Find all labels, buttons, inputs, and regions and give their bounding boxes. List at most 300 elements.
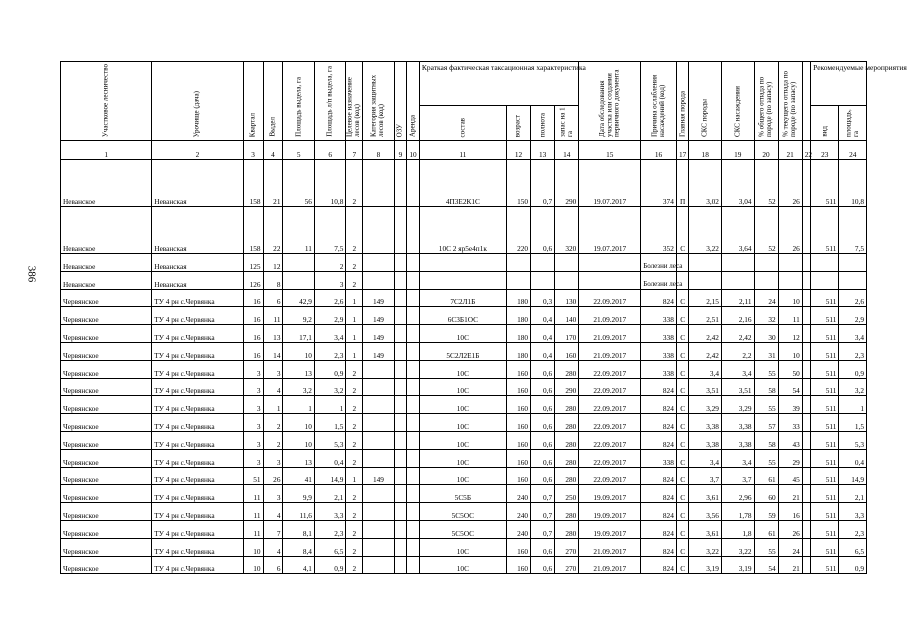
header-measure-area: площадь, га xyxy=(839,106,867,141)
table-cell: 240 xyxy=(506,485,530,503)
table-cell: 24 xyxy=(778,538,802,556)
table-cell: 41 xyxy=(283,467,314,485)
table-cell: 3,38 xyxy=(721,414,754,432)
column-number: 13 xyxy=(531,141,555,160)
table-cell: Червянское xyxy=(61,556,152,574)
table-cell xyxy=(363,538,394,556)
table-cell: 8 xyxy=(263,271,283,289)
table-cell xyxy=(407,485,420,503)
table-cell xyxy=(407,414,420,432)
table-cell xyxy=(721,271,754,289)
table-cell: 824 xyxy=(641,503,677,521)
table-cell: С xyxy=(676,307,689,325)
table-cell: С xyxy=(676,503,689,521)
table-cell: 3,3 xyxy=(839,503,867,521)
table-cell: 58 xyxy=(754,431,778,449)
table-cell: 3,2 xyxy=(314,378,345,396)
table-cell xyxy=(394,485,407,503)
table-cell: 14,9 xyxy=(839,467,867,485)
table-row xyxy=(61,271,867,289)
table-cell xyxy=(394,160,407,207)
column-number: 15 xyxy=(579,141,641,160)
table-cell: 0,6 xyxy=(531,431,555,449)
table-cell: 511 xyxy=(811,160,839,207)
table-cell: С xyxy=(676,207,689,254)
table-row xyxy=(61,467,867,485)
table-cell xyxy=(363,160,394,207)
table-cell: 180 xyxy=(506,325,530,343)
table-cell: 45 xyxy=(778,467,802,485)
column-number: 2 xyxy=(152,141,243,160)
table-cell: Червянское xyxy=(61,467,152,485)
header-protective-category: Категория защитных лесов (код) xyxy=(363,62,394,141)
table-cell xyxy=(811,271,839,289)
table-cell: 57 xyxy=(754,414,778,432)
table-cell: 824 xyxy=(641,414,677,432)
table-cell: ТУ 4 рн с.Червянка xyxy=(152,396,243,414)
table-cell xyxy=(283,271,314,289)
table-cell xyxy=(407,271,420,289)
table-cell: 0,6 xyxy=(531,467,555,485)
table-cell: 2,3 xyxy=(839,520,867,538)
table-cell: 10 xyxy=(283,342,314,360)
table-cell: 10С xyxy=(419,414,506,432)
table-cell: 61 xyxy=(754,467,778,485)
table-cell xyxy=(689,254,722,272)
table-cell: 2,42 xyxy=(689,325,722,343)
table-cell xyxy=(802,520,810,538)
column-number: 9 xyxy=(394,141,407,160)
table-cell: Неванское xyxy=(61,207,152,254)
table-cell: 2,3 xyxy=(314,342,345,360)
table-cell: 511 xyxy=(811,307,839,325)
table-cell xyxy=(394,378,407,396)
table-cell: 43 xyxy=(778,431,802,449)
table-cell: 3,4 xyxy=(721,360,754,378)
header-purpose: Целевое назначение лесов (код) xyxy=(346,62,363,141)
table-cell: 2 xyxy=(346,431,363,449)
table-cell: 2 xyxy=(346,449,363,467)
header-area: Площадь выдела, га xyxy=(283,62,314,141)
column-number: 7 xyxy=(346,141,363,160)
table-cell: ТУ 4 рн с.Червянка xyxy=(152,289,243,307)
table-cell xyxy=(555,254,579,272)
table-cell: 2,9 xyxy=(839,307,867,325)
table-cell: 10С xyxy=(419,431,506,449)
table-row xyxy=(61,485,867,503)
table-cell: 374 xyxy=(641,160,677,207)
table-cell: ТУ 4 рн с.Червянка xyxy=(152,307,243,325)
table-cell: 2 xyxy=(346,360,363,378)
table-cell: 5С5ОС xyxy=(419,520,506,538)
table-cell: 2 xyxy=(346,485,363,503)
table-cell: 10С xyxy=(419,467,506,485)
table-cell: 30 xyxy=(754,325,778,343)
table-cell: 55 xyxy=(754,360,778,378)
table-cell: 511 xyxy=(811,342,839,360)
table-cell: 2,16 xyxy=(721,307,754,325)
table-cell xyxy=(419,271,506,289)
header-col22 xyxy=(802,62,810,141)
table-cell: 2,42 xyxy=(689,342,722,360)
table-cell xyxy=(407,342,420,360)
table-cell: 149 xyxy=(363,289,394,307)
table-cell: 22 xyxy=(263,207,283,254)
table-cell xyxy=(407,396,420,414)
table-cell xyxy=(778,271,802,289)
column-number: 18 xyxy=(689,141,722,160)
table-cell: 149 xyxy=(363,307,394,325)
table-cell: 10 xyxy=(283,414,314,432)
table-cell: С xyxy=(676,431,689,449)
table-cell: 2,3 xyxy=(314,520,345,538)
table-cell: С xyxy=(676,520,689,538)
table-cell xyxy=(407,207,420,254)
table-cell xyxy=(363,414,394,432)
table-cell: 21.09.2017 xyxy=(579,307,641,325)
table-cell: 10 xyxy=(778,289,802,307)
table-cell: 1,8 xyxy=(721,520,754,538)
table-cell: 51 xyxy=(243,467,263,485)
table-cell xyxy=(531,271,555,289)
table-cell xyxy=(839,271,867,289)
table-cell: Червянское xyxy=(61,538,152,556)
table-cell: 29 xyxy=(778,449,802,467)
table-cell: 22.09.2017 xyxy=(579,449,641,467)
column-number: 16 xyxy=(641,141,677,160)
table-cell xyxy=(407,360,420,378)
table-cell: 3,19 xyxy=(721,556,754,574)
table-cell: 10С xyxy=(419,360,506,378)
table-cell: 511 xyxy=(811,325,839,343)
table-cell: Червянское xyxy=(61,431,152,449)
table-cell xyxy=(394,414,407,432)
table-cell xyxy=(802,160,810,207)
table-cell xyxy=(394,396,407,414)
table-cell: 19.09.2017 xyxy=(579,485,641,503)
table-row xyxy=(61,431,867,449)
table-cell: Червянское xyxy=(61,449,152,467)
table-cell: 2 xyxy=(346,396,363,414)
table-row xyxy=(61,307,867,325)
table-cell: 824 xyxy=(641,520,677,538)
table-cell xyxy=(394,556,407,574)
table-cell xyxy=(363,360,394,378)
table-cell: 10С xyxy=(419,449,506,467)
table-cell: 3,19 xyxy=(689,556,722,574)
table-cell: 3,4 xyxy=(689,360,722,378)
table-cell: 26 xyxy=(778,160,802,207)
table-cell: 2 xyxy=(346,378,363,396)
table-cell: 22.09.2017 xyxy=(579,289,641,307)
table-cell: 8,1 xyxy=(283,520,314,538)
table-cell: 3,38 xyxy=(689,431,722,449)
table-cell: 158 xyxy=(243,160,263,207)
table-cell xyxy=(283,254,314,272)
table-cell: 824 xyxy=(641,396,677,414)
table-cell: Неванская xyxy=(152,271,243,289)
table-row xyxy=(61,503,867,521)
table-cell: 511 xyxy=(811,520,839,538)
header-lp-area: Площадь л/п выдела, га xyxy=(314,62,345,141)
table-cell xyxy=(394,431,407,449)
table-cell: 4П3Е2К1С xyxy=(419,160,506,207)
table-cell: 11 xyxy=(243,485,263,503)
table-cell: 10 xyxy=(283,431,314,449)
table-cell: 2,6 xyxy=(314,289,345,307)
table-cell xyxy=(802,378,810,396)
table-cell: 511 xyxy=(811,378,839,396)
table-cell: 10,8 xyxy=(839,160,867,207)
table-row xyxy=(61,414,867,432)
table-cell xyxy=(394,342,407,360)
table-cell xyxy=(363,207,394,254)
header-allotment: Выдел xyxy=(263,62,283,141)
table-cell: 280 xyxy=(555,520,579,538)
table-cell: 280 xyxy=(555,414,579,432)
table-cell: 14,9 xyxy=(314,467,345,485)
table-cell: ТУ 4 рн с.Червянка xyxy=(152,485,243,503)
table-cell xyxy=(721,254,754,272)
table-cell: 511 xyxy=(811,396,839,414)
table-cell xyxy=(754,271,778,289)
header-measure-type: вид xyxy=(811,106,839,141)
table-cell: 3 xyxy=(263,449,283,467)
table-cell: 55 xyxy=(754,538,778,556)
table-cell: 19.07.2017 xyxy=(579,207,641,254)
table-cell: 150 xyxy=(506,160,530,207)
table-cell xyxy=(407,467,420,485)
table-cell xyxy=(802,289,810,307)
table-cell: 52 xyxy=(754,160,778,207)
table-cell: С xyxy=(676,556,689,574)
table-cell xyxy=(802,538,810,556)
column-number: 17 xyxy=(676,141,689,160)
table-cell: 24 xyxy=(754,289,778,307)
header-row-top xyxy=(61,62,867,106)
table-row xyxy=(61,520,867,538)
table-cell xyxy=(802,414,810,432)
table-cell xyxy=(555,271,579,289)
table-cell: 280 xyxy=(555,467,579,485)
table-row xyxy=(61,289,867,307)
header-recommended-group: Рекомендуемые мероприятия xyxy=(811,62,867,106)
table-cell: 11 xyxy=(283,207,314,254)
table-cell: 3 xyxy=(243,449,263,467)
table-cell: 26 xyxy=(263,467,283,485)
table-cell: С xyxy=(676,360,689,378)
header-density: полнота xyxy=(531,106,555,141)
table-cell: 0,9 xyxy=(314,360,345,378)
table-cell: 290 xyxy=(555,378,579,396)
table-row xyxy=(61,342,867,360)
table-cell xyxy=(506,271,530,289)
table-cell: 1 xyxy=(346,467,363,485)
table-cell: 1,5 xyxy=(839,414,867,432)
table-cell: 5С5ОС xyxy=(419,503,506,521)
table-cell: 6 xyxy=(263,556,283,574)
column-number: 5 xyxy=(283,141,314,160)
table-cell: 3 xyxy=(243,360,263,378)
table-cell xyxy=(802,342,810,360)
table-cell: 2,51 xyxy=(689,307,722,325)
table-cell xyxy=(363,449,394,467)
table-cell: 61 xyxy=(754,520,778,538)
table-cell: 2,3 xyxy=(839,342,867,360)
table-cell xyxy=(363,520,394,538)
table-cell: 22.09.2017 xyxy=(579,414,641,432)
table-cell: 270 xyxy=(555,538,579,556)
table-cell: 22.09.2017 xyxy=(579,431,641,449)
table-cell: 2,2 xyxy=(721,342,754,360)
table-cell: 3,22 xyxy=(721,538,754,556)
table-cell: 2,42 xyxy=(721,325,754,343)
table-cell: 1 xyxy=(346,325,363,343)
header-forestry: Участковое лесничество xyxy=(61,62,152,141)
forest-health-table xyxy=(60,61,907,574)
table-cell xyxy=(839,254,867,272)
table-cell: 4 xyxy=(263,503,283,521)
header-main-species: Главная порода xyxy=(676,62,689,141)
table-cell: 1 xyxy=(283,396,314,414)
table-cell: 149 xyxy=(363,467,394,485)
table-cell: 54 xyxy=(778,378,802,396)
table-cell: С xyxy=(676,289,689,307)
table-cell: 0,6 xyxy=(531,556,555,574)
table-cell: 824 xyxy=(641,431,677,449)
table-cell xyxy=(394,207,407,254)
table-cell xyxy=(363,378,394,396)
table-cell: 3,22 xyxy=(689,538,722,556)
table-cell: 338 xyxy=(641,342,677,360)
table-cell: 3,22 xyxy=(689,207,722,254)
table-cell: Червянское xyxy=(61,307,152,325)
table-cell: 3,51 xyxy=(689,378,722,396)
table-cell: 160 xyxy=(506,449,530,467)
table-cell: ТУ 4 рн с.Червянка xyxy=(152,342,243,360)
table-cell: Червянское xyxy=(61,289,152,307)
table-cell: 0,4 xyxy=(531,342,555,360)
table-cell: 180 xyxy=(506,342,530,360)
table-cell: 3 xyxy=(243,396,263,414)
table-cell: 2 xyxy=(346,207,363,254)
table-row xyxy=(61,378,867,396)
table-cell: 160 xyxy=(506,556,530,574)
table-cell: 0,4 xyxy=(839,449,867,467)
table-cell xyxy=(407,254,420,272)
table-cell: 13 xyxy=(283,360,314,378)
table-cell xyxy=(363,271,394,289)
table-cell: 1 xyxy=(314,396,345,414)
table-cell: 16 xyxy=(243,289,263,307)
table-cell: 0,6 xyxy=(531,414,555,432)
table-cell: 32 xyxy=(754,307,778,325)
column-number: 14 xyxy=(555,141,579,160)
table-cell: 8,4 xyxy=(283,538,314,556)
column-number: 20 xyxy=(754,141,778,160)
table-cell: ТУ 4 рн с.Червянка xyxy=(152,503,243,521)
table-cell: 270 xyxy=(555,556,579,574)
table-cell: 5С2Л2Е1Б xyxy=(419,342,506,360)
table-cell: 3,29 xyxy=(689,396,722,414)
table-cell: 58 xyxy=(754,378,778,396)
table-cell: 22.09.2017 xyxy=(579,360,641,378)
table-cell: 338 xyxy=(641,449,677,467)
table-cell: 2,6 xyxy=(839,289,867,307)
table-cell: 2,11 xyxy=(721,289,754,307)
table-cell: 42,9 xyxy=(283,289,314,307)
table-cell: 21 xyxy=(778,485,802,503)
table-cell: 149 xyxy=(363,342,394,360)
table-cell xyxy=(363,396,394,414)
table-cell: 3 xyxy=(243,378,263,396)
header-survey-date: Дата обследования участка или создания первичного документа xyxy=(579,62,641,141)
table-cell xyxy=(802,431,810,449)
table-cell: ТУ 4 рн с.Червянка xyxy=(152,431,243,449)
column-number: 21 xyxy=(778,141,802,160)
table-cell: 10С xyxy=(419,396,506,414)
column-number: 19 xyxy=(721,141,754,160)
table-cell: 824 xyxy=(641,485,677,503)
table-cell xyxy=(506,254,530,272)
table-cell: 1 xyxy=(346,342,363,360)
table-cell: 21.09.2017 xyxy=(579,538,641,556)
table-cell: 10С xyxy=(419,325,506,343)
table-cell: Червянское xyxy=(61,520,152,538)
table-cell: 6С3Б1ОС xyxy=(419,307,506,325)
table-cell: 3,04 xyxy=(721,160,754,207)
table-cell: 511 xyxy=(811,289,839,307)
table-cell: 160 xyxy=(506,414,530,432)
table-cell xyxy=(394,254,407,272)
table-cell: 10 xyxy=(243,538,263,556)
table-cell: 3,38 xyxy=(721,431,754,449)
table-cell: 290 xyxy=(555,160,579,207)
table-cell: 11,6 xyxy=(283,503,314,521)
table-cell: ТУ 4 рн с.Червянка xyxy=(152,520,243,538)
table-cell: С xyxy=(676,414,689,432)
table-cell xyxy=(394,325,407,343)
column-number: 8 xyxy=(363,141,394,160)
header-stock: запас на 1 га xyxy=(555,106,579,141)
column-number: 4 xyxy=(263,141,283,160)
column-number: 22 xyxy=(802,141,810,160)
table-cell xyxy=(689,271,722,289)
table-cell: 10 xyxy=(243,556,263,574)
table-cell: 511 xyxy=(811,207,839,254)
table-cell: С xyxy=(676,485,689,503)
header-sks-stand: СКС насаждения xyxy=(721,62,754,141)
column-number-row xyxy=(61,141,867,160)
table-cell: 280 xyxy=(555,449,579,467)
table-cell: 3,2 xyxy=(283,378,314,396)
table-cell: 126 xyxy=(243,271,263,289)
table-cell: 22.09.2017 xyxy=(579,467,641,485)
table-cell: 3 xyxy=(263,360,283,378)
column-number: 1 xyxy=(61,141,152,160)
table-cell: 824 xyxy=(641,378,677,396)
table-cell: 180 xyxy=(506,307,530,325)
table-cell: С xyxy=(676,449,689,467)
column-number: 6 xyxy=(314,141,345,160)
table-cell: 9,9 xyxy=(283,485,314,503)
table-row xyxy=(61,360,867,378)
table-cell: 10С xyxy=(419,378,506,396)
table-cell xyxy=(394,289,407,307)
table-cell: 160 xyxy=(506,467,530,485)
table-cell: 2,1 xyxy=(839,485,867,503)
table-cell: 16 xyxy=(243,342,263,360)
